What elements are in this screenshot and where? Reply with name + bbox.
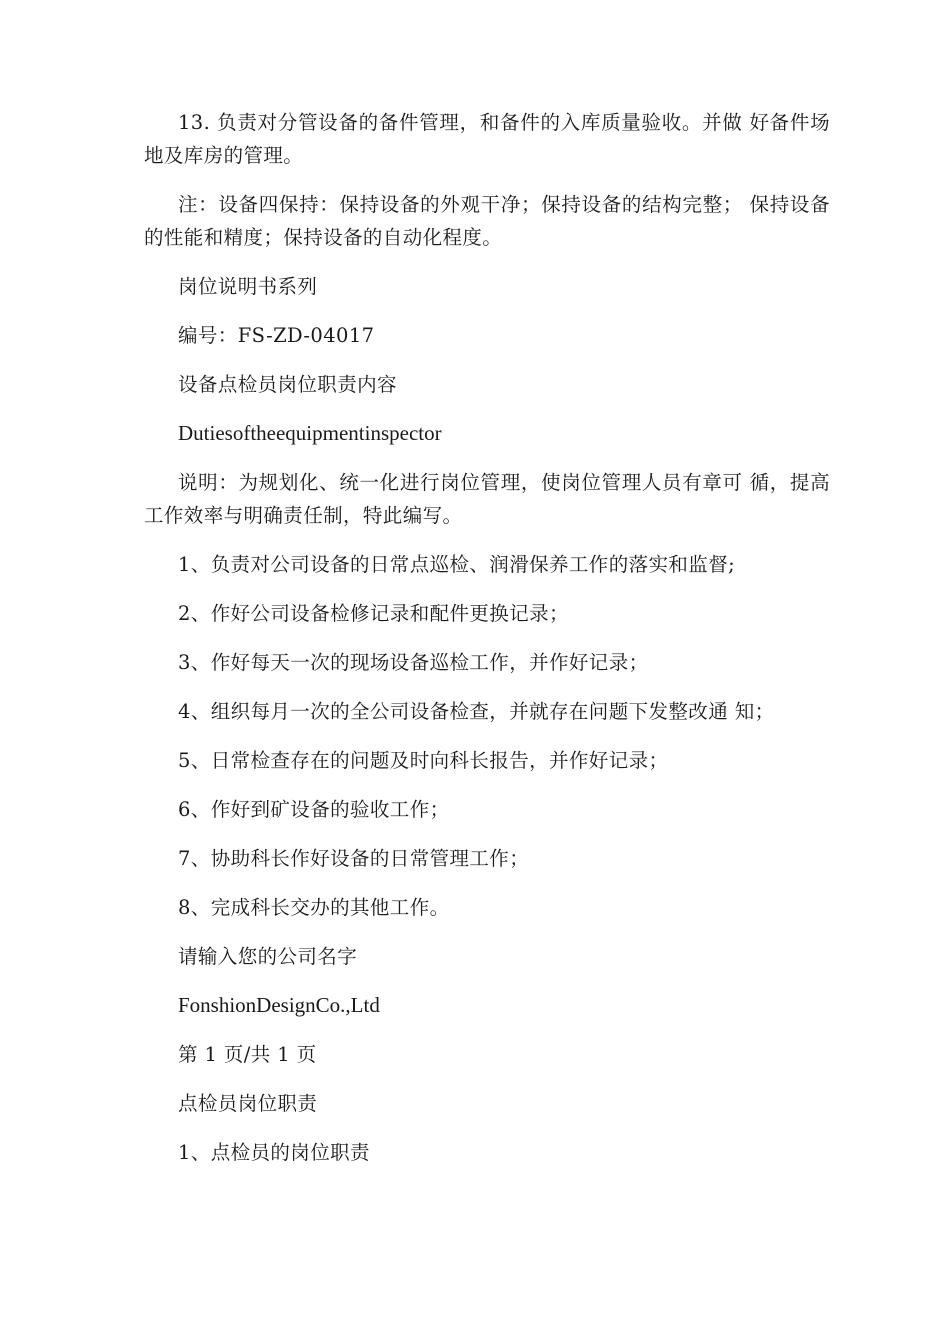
list-item: 7、协助科长作好设备的日常管理工作； bbox=[178, 847, 530, 870]
list-item: 5、日常检查存在的问题及时向科长报告，并作好记录； bbox=[178, 749, 669, 772]
subsection-title: 点检员岗位职责 bbox=[178, 1092, 318, 1115]
paragraph-note: 注：设备四保持：保持设备的外观干净；保持设备的结构完整； 保持设备的性能和精度；保持设备的自动化程度。 bbox=[144, 193, 830, 249]
page-number: 第 1 页/共 1 页 bbox=[178, 1043, 317, 1066]
list-item: 4、组织每月一次的全公司设备检查，并就存在问题下发整改通 知； bbox=[178, 700, 775, 723]
list-item: 6、作好到矿设备的验收工作； bbox=[178, 798, 450, 821]
list-item: 3、作好每天一次的现场设备巡检工作，并作好记录； bbox=[178, 651, 649, 674]
section-title: 设备点检员岗位职责内容 bbox=[178, 373, 397, 396]
paragraph-spare-parts: 13. 负责对分管设备的备件管理，和备件的入库质量验收。并做 好备件场地及库房的管理。 bbox=[144, 111, 830, 167]
document-body bbox=[144, 106, 830, 1185]
list-item: 8、完成科长交办的其他工作。 bbox=[178, 896, 450, 919]
english-title: Dutiesoftheequipmentinspector bbox=[178, 421, 442, 445]
company-name: FonshionDesignCo.,Ltd bbox=[178, 993, 380, 1017]
list-item: 2、作好公司设备检修记录和配件更换记录； bbox=[178, 602, 569, 625]
document-number: 编号：FS-ZD-04017 bbox=[178, 324, 375, 347]
list-item: 1、点检员的岗位职责 bbox=[178, 1141, 370, 1164]
paragraph-description: 说明：为规划化、统一化进行岗位管理，使岗位管理人员有章可 循，提高工作效率与明确责任制，特此编写。 bbox=[144, 471, 830, 527]
series-title: 岗位说明书系列 bbox=[178, 275, 318, 298]
list-item: 1、负责对公司设备的日常点巡检、润滑保养工作的落实和监督; bbox=[178, 553, 736, 576]
company-name-prompt: 请输入您的公司名字 bbox=[178, 945, 358, 968]
